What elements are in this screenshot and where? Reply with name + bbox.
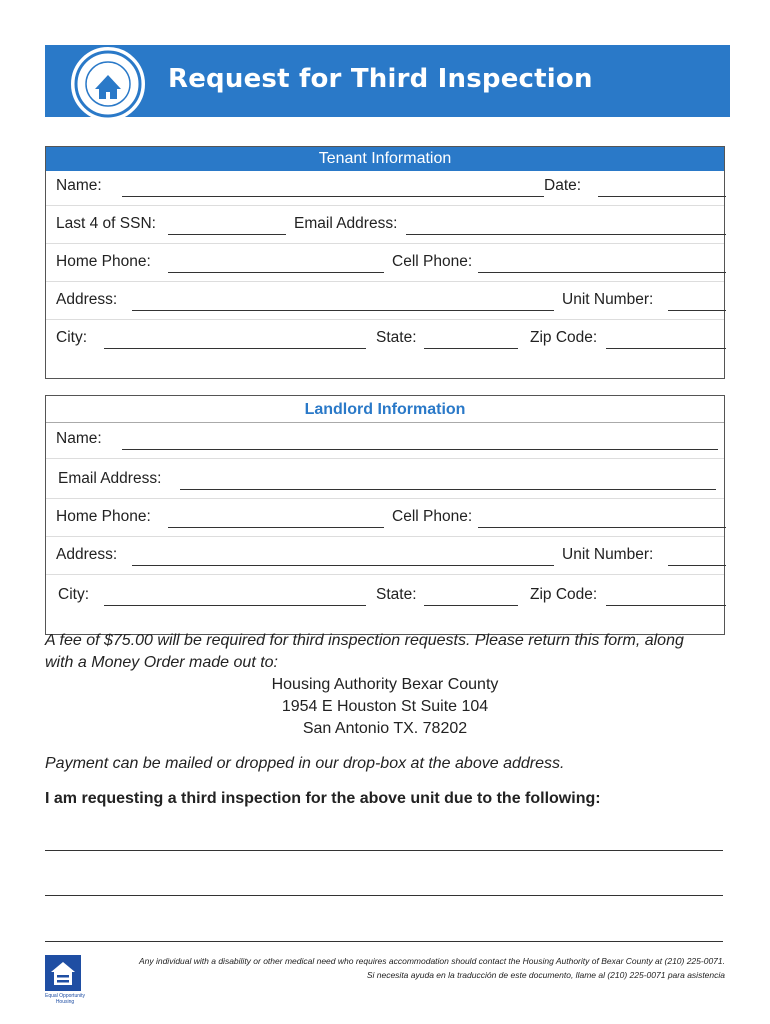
eho-caption: Equal Opportunity Housing: [44, 993, 86, 1005]
fee-line-2: with a Money Order made out to:: [45, 654, 278, 671]
tenant-city-label: City:: [56, 329, 87, 346]
row-divider: [46, 536, 724, 537]
tenant-heading: Tenant Information: [46, 147, 724, 171]
landlord-state-label: State:: [376, 586, 417, 603]
row-divider: [46, 458, 724, 459]
housing-authority-seal-icon: [71, 47, 145, 121]
landlord-heading: Landlord Information: [46, 396, 724, 423]
fee-line-1: A fee of $75.00 will be required for third inspection requests. Please return this form, along: [45, 632, 684, 649]
tenant-address-field[interactable]: [132, 310, 554, 311]
tenant-row-name: [56, 173, 724, 201]
landlord-unit-field[interactable]: [668, 565, 726, 566]
landlord-email-label: Email Address:: [58, 470, 162, 487]
tenant-name-field[interactable]: [122, 196, 544, 197]
landlord-cell-phone-field[interactable]: [478, 527, 726, 528]
payee-city: San Antonio TX. 78202: [302, 720, 468, 737]
landlord-row-phone: [56, 504, 724, 532]
landlord-zip-field[interactable]: [606, 605, 726, 606]
landlord-address-field[interactable]: [132, 565, 554, 566]
tenant-address-label: Address:: [56, 291, 118, 308]
landlord-row-address: [56, 542, 724, 570]
equal-housing-opportunity-icon: [45, 955, 81, 991]
fee-notice: [45, 630, 735, 674]
tenant-cell-phone-field[interactable]: [478, 272, 726, 273]
tenant-email-label: Email Address:: [294, 215, 398, 232]
landlord-address-label: Address:: [56, 546, 118, 563]
tenant-row-city: [56, 325, 724, 353]
tenant-name-label: Name:: [56, 177, 102, 194]
landlord-row-email: [56, 466, 724, 494]
tenant-zip-label: Zip Code:: [530, 329, 598, 346]
reason-line-3[interactable]: [45, 941, 723, 942]
landlord-email-field[interactable]: [180, 489, 716, 490]
reason-line-2[interactable]: [45, 895, 723, 896]
row-divider: [46, 498, 724, 499]
landlord-state-field[interactable]: [424, 605, 518, 606]
payment-note: Payment can be mailed or dropped in our drop-box at the above address.: [45, 755, 565, 772]
landlord-information-section: [45, 395, 725, 635]
tenant-home-phone-label: Home Phone:: [56, 253, 151, 270]
disclaimer-english: Any individual with a disability or other medical need who requires accommodation should contact the Housing Authority of Bexar County at (210) 225-0071.: [138, 956, 725, 966]
landlord-cell-phone-label: Cell Phone:: [392, 508, 473, 525]
request-heading: I am requesting a third inspection for the above unit due to the following:: [45, 790, 601, 807]
tenant-state-field[interactable]: [424, 348, 518, 349]
landlord-unit-label: Unit Number:: [562, 546, 654, 563]
landlord-row-city: [56, 582, 724, 610]
page-title: Request for Third Inspection: [168, 64, 593, 94]
landlord-home-phone-field[interactable]: [168, 527, 384, 528]
landlord-zip-label: Zip Code:: [530, 586, 598, 603]
payee-street: 1954 E Houston St Suite 104: [281, 698, 489, 715]
row-divider: [46, 319, 724, 320]
row-divider: [46, 281, 724, 282]
landlord-city-label: City:: [58, 586, 89, 603]
tenant-date-label: Date:: [544, 177, 582, 194]
row-divider: [46, 574, 724, 575]
tenant-home-phone-field[interactable]: [168, 272, 384, 273]
row-divider: [46, 205, 724, 206]
tenant-email-field[interactable]: [406, 234, 726, 235]
tenant-ssn-field[interactable]: [168, 234, 286, 235]
landlord-row-name: [56, 426, 724, 454]
tenant-city-field[interactable]: [104, 348, 366, 349]
tenant-ssn-label: Last 4 of SSN:: [56, 215, 156, 232]
landlord-name-label: Name:: [56, 430, 102, 447]
landlord-home-phone-label: Home Phone:: [56, 508, 151, 525]
tenant-state-label: State:: [376, 329, 417, 346]
tenant-row-address: [56, 287, 724, 315]
tenant-date-field[interactable]: [598, 196, 726, 197]
row-divider: [46, 243, 724, 244]
landlord-city-field[interactable]: [104, 605, 366, 606]
tenant-unit-field[interactable]: [668, 310, 726, 311]
reason-line-1[interactable]: [45, 850, 723, 851]
tenant-row-phone: [56, 249, 724, 277]
tenant-unit-label: Unit Number:: [562, 291, 654, 308]
payee-name: Housing Authority Bexar County: [271, 676, 499, 693]
tenant-information-section: [45, 146, 725, 379]
tenant-row-ssn: [56, 211, 724, 239]
disclaimer-spanish: Si necesita ayuda en la traducción de este documento, llame al (210) 225-0071 para asistencia: [366, 970, 725, 980]
landlord-name-field[interactable]: [122, 449, 718, 450]
tenant-zip-field[interactable]: [606, 348, 726, 349]
tenant-cell-phone-label: Cell Phone:: [392, 253, 473, 270]
